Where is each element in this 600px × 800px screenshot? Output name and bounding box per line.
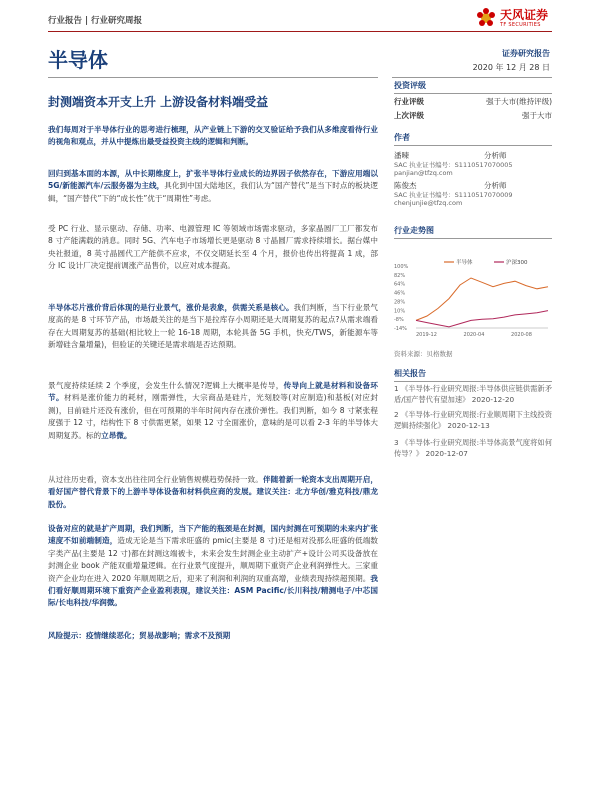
y-tick-label: -14% [394,326,407,332]
paragraph-equipment [48,523,378,610]
related-item-1[interactable]: 1 《半导体-行业研究周报:半导体供应链供需新矛盾/国产替代有望加速》 2020-12-20 [394,384,552,404]
report-type: 证券研究报告 [502,49,550,58]
chart-heading: 行业走势图 [394,225,552,239]
y-tick-label: 46% [394,290,406,297]
y-tick-label: 28% [394,299,406,306]
related-item-3[interactable]: 3 《半导体-行业研究周报:半导体高景气度将如何传导？》 2020-12-07 [394,438,552,458]
equipment-highlight-a: 设备对应的就是扩产周期，我们判断，当下产能的瓶颈是在封测，国内封测在可预期的未来内扩张速度不如前端制造， [48,524,378,546]
paragraph-transmission [48,380,378,442]
equipment-text: 造成无论是当下需求旺盛的 pmic(主要是 8 寸)还是相对没那么旺盛的低端数字类产品(主要是 12 寸)都在封测这端被卡，未来会发生封测企业主动扩产+设计公司买设备放在封测企业 book 产能双重增量逻辑。在行业景气度提升，顺周期下重资产企业利润弹性大。三家重资产企业均在进入 2020 年顺周期之后，迎来了利润和利润的双重高增，业绩表现持续超预期。 [48,536,379,583]
industry-rating-value: 强于大市(维持评级) [486,97,552,106]
fundamentals-text: 具化到中国大陆地区，我们认为“国产替代”是当下时点的板块逻辑，“国产替代”下的“成长性”优于“周期性”考虑。 [48,181,379,203]
paragraph-fundamentals [48,168,378,205]
transmission-highlight: 传导向上就是材料和设备环节。 [48,381,379,403]
transmission-text-b: 材料是涨价能力的耗材，刚需弹性，大宗商品是硅片，光刻胶等(对应制造)和基板(对应封测)，目前硅片还没有涨价，但在可预期的半年时间内存在涨价弹性。我们判断，如今 8 寸紧张程度强于 12 寸，结构性下 8 寸供需更紧，如果 12 寸全面涨价，意味的是可以看 2-3 年的半导体大周期复苏。标的 [48,393,378,440]
transmission-text-a: 景气度持续延续 2 个季度，会发生什么情况?逻辑上大概率是传导， [48,381,284,390]
author-1-cert: SAC 执业证书编号：S1110517070005 [394,161,513,169]
author-name: 陈俊杰 [394,181,417,190]
intro-text: 我们每周对于半导体行业的思考进行梳理，从产业链上下游的交叉验证给予我们从多维度看待行业的视角和观点，并从中提炼出最受益投资主线的逻辑和判断。 [48,125,378,147]
y-tick-label: 100% [394,264,409,270]
y-tick-label: 10% [394,308,406,315]
trend-chart-svg [394,258,552,338]
author-1-email[interactable]: panjian@tfzq.com [394,169,453,177]
y-tick-label: -8% [394,317,404,324]
previous-rating [394,110,552,121]
y-tick-label: 64% [394,281,406,288]
rating-heading: 投资评级 [394,80,552,94]
related-item-2[interactable]: 2 《半导体-行业研究周报:行业顺周期下主线投资逻辑持续强化》 2020-12-13 [394,410,552,430]
x-tick-label: 2020-04 [463,332,485,338]
equipment-highlight-b: 我们看好顺周期环境下重资产企业盈利表现，建议关注：ASM Pacific/长川科技/精测电子/中芯国际/长电科技/华润微。 [48,573,378,608]
transmission-stock: 立昂微。 [101,430,132,440]
authors-heading: 作者 [394,132,552,146]
related-heading: 相关报告 [394,368,552,382]
legend-label: 沪深300 [506,260,528,266]
sector-title: 半导体 [48,48,108,72]
capacity-text: 受 PC 行业、显示驱动、存储、功率、电源管理 IC 等领域市场需求驱动，多家晶圆厂工厂都发布 8 寸产能满载的消息。同时 5G、汽车电子市场增长更是驱动 8 寸晶圆厂需求持续增长。据台媒中央社报道，8 英寸晶圆代工产能供不应求，不仅交期延长至 4 个月，报价也传出将提高 1 成，部分 IC 设计厂决定提前调涨产品售价，以应对成本提高。 [48,224,378,271]
capex-text: 从过往历史看，资本支出往往同全行业销售规模趋势保持一致。 [48,475,263,484]
logo-subtitle: TF SECURITIES [500,22,541,28]
industry-rating-label: 行业评级 [394,97,424,106]
paragraph-intro [48,124,378,149]
paragraph-risk [48,630,378,642]
price-text: 我们判断，当下行业景气度高的是 8 寸环节产品，市场最关注的是当下是拉库存小周期还是大周期复苏的起点?从需求端看存在大周期复苏的基础(相比较上一轮 16-18 周期，本轮具备 5G 手机，快充/TWS，新能源车等新增硅含量增量)，但验证的关键还是需求端是否达预期。 [48,303,378,350]
title-divider [48,77,378,78]
side-divider [392,77,552,78]
paragraph-capex [48,474,378,511]
author-2-cert: SAC 执业证书编号：S1110517070009 [394,191,513,199]
previous-rating-label: 上次评级 [394,111,424,120]
chart-source: 资料来源：贝格数据 [394,350,453,358]
price-highlight: 半导体芯片涨价背后体现的是行业景气，涨价是表象，供需关系是核心。 [48,303,294,312]
capex-highlight: 伴随着新一轮资本支出周期开启，看好国产替代背景下的上游半导体设备和材料供应商的发展。建议关注：北方华创/雅克科技/鼎龙股份。 [48,475,378,509]
paragraph-price [48,302,378,352]
report-category: 行业报告 | 行业研究周报 [48,16,143,26]
paragraph-capacity [48,223,378,273]
risk-text: 风险提示：疫情继续恶化；贸易战影响；需求不及预期 [48,631,231,640]
header-divider [48,31,552,32]
x-tick-label: 2019-12 [416,332,437,338]
trend-chart [394,258,552,338]
author-title: 分析师 [484,181,507,190]
series-line-沪深300 [416,311,548,327]
logo-name: 天风证券 [500,8,549,22]
author-name: 潘暕 [394,151,409,160]
previous-rating-value: 强于大市 [522,111,552,120]
author-2-email[interactable]: chenjunjie@tfzq.com [394,199,463,207]
industry-rating [394,96,552,107]
report-date: 2020 年 12 月 28 日 [472,63,550,72]
x-tick-label: 2020-08 [511,332,532,338]
report-headline: 封测端资本开支上升 上游设备材料端受益 [48,95,269,109]
fundamentals-highlight: 回归到基本面的本源，从中长期维度上，扩张半导体行业成长的边界因子依然存在，下游应用端以 5G/新能源汽车/云服务器为主线， [48,169,378,191]
logo-icon [474,6,498,30]
y-tick-label: 82% [394,272,406,279]
legend-label: 半导体 [456,260,473,266]
author-title: 分析师 [484,151,507,160]
